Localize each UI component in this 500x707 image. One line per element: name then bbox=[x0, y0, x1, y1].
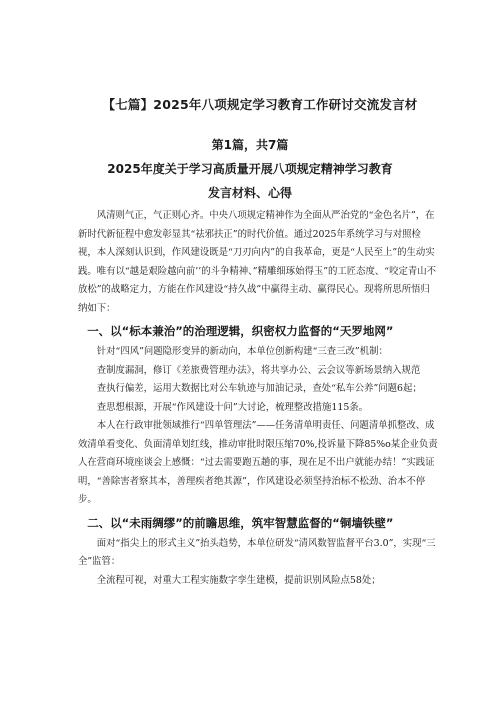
document-body bbox=[78, 207, 438, 590]
section-2-paragraph: 全流程可视，对重大工程实施数字孪生建模，提前识别风险点58处； bbox=[96, 574, 381, 586]
section-2-paragraph: 面对“指尖上的形式主义”抬头趋势，本单位研发“清风数智监督平台3.0”，实现“三全”监管： bbox=[78, 537, 436, 567]
subtitle-line-1: 2025年度关于学习高质量开展八项规定精神学习教育 bbox=[107, 162, 393, 176]
section-1-paragraph: 查思想根源，开展“作风建设十问”大讨论，梳理整改措施115条。 bbox=[96, 401, 369, 413]
section-1-paragraph: 查制度漏洞，修订《差旅费管理办法》，将共享办公、云会议等新场景纳入规范 bbox=[96, 364, 421, 376]
part-label: 第1篇，共7篇 bbox=[211, 138, 289, 152]
document-title: 【七篇】2025年八项规定学习教育工作研讨交流发言材 bbox=[102, 97, 418, 112]
section-1-paragraph: 针对“四风”问题隐形变异的新动向，本单位创新构建“三查三改”机制： bbox=[96, 346, 388, 357]
section-1-heading: 一、以“标本兼治”的治理逻辑，织密权力监督的“天罗地网” bbox=[87, 324, 394, 338]
section-1-paragraph: 查执行偏差，运用大数据比对公车轨迹与加油记录，查处“私车公养”问题6起； bbox=[96, 383, 422, 394]
section-2-heading: 二、以“未雨绸缪”的前瞻思维，筑牢智慧监督的“铜墙铁壁” bbox=[87, 515, 394, 530]
intro-paragraph: 风清则气正，气正则心齐。中央八项规定精神作为全面从严治党的“金色名片”，在新时代新征程中愈发彰显其“祛邪扶正”的时代价值。通过2025年系统学习与对照检视，本人深刻认识到，作风建设既是“刀刃向内”的自我革命，更是“人民至上”的生动实践。唯有以“越是艰险越向前’’的斗争精神、”精雕细琢始得玉”的工匠态度、“咬定青山不放松”的战略定力，方能在作风建设“持久战”中赢得主动、赢得民心。现将所思所悟归纳如下： bbox=[78, 210, 436, 314]
section-1-paragraph: 本人在行政审批领域推行“四单管理法”——任务清单明责任、问题清单抓整改、成效清单看变化、负面清单划红线，推动审批时限压缩70%,投诉量下降85%o某企业负责人在营商环境座谈会上感慨：“过去需要跑五趟的事，现在足不出户就能办结！”实践证明，“善除害者察其本，善理疾者绝其源”，作风建设必须坚持治标不松劲、治本不停步。 bbox=[78, 420, 438, 505]
subtitle-line-2: 发言材料、心得 bbox=[207, 186, 292, 200]
